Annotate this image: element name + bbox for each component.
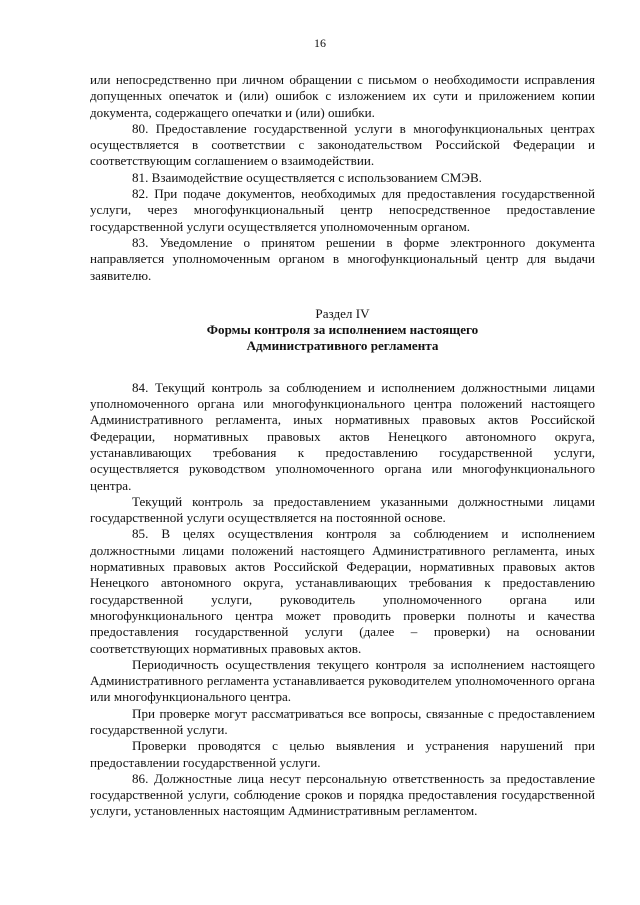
paragraph-85-periodicity: Периодичность осуществления текущего контроля за исполнением настоящего Административного регламента устанавливается руководителем уполномоченного органа или многофункционального центра.	[90, 656, 595, 705]
spacer	[90, 355, 595, 380]
paragraph-continuation: или непосредственно при личном обращении с письмом о необходимости исправления допущенных опечаток и (или) ошибок с изложением их сути и приложением копии документа, содержащего опечатки и (или) ошибки.	[90, 72, 595, 120]
page-number: 16	[314, 36, 326, 50]
section-title-line-1: Формы контроля за исполнением настоящего	[206, 322, 479, 338]
paragraph-85: 85. В целях осуществления контроля за соблюдением и исполнением должностными лицами положений настоящего Административного регламента, иных нормативных правовых актов Российской Федерации, нормативных правовых актов Ненецкого автономного округа, устанавливающих требования к предоставлению государственной услуги, руководитель уполномоченного органа или многофункционального центра может проводить проверки полноты и качества предоставления государственной услуги (далее – проверки) на основании соответствующих нормативных правовых актов.	[90, 526, 595, 656]
paragraph-84: 84. Текущий контроль за соблюдением и исполнением должностными лицами уполномоченного органа или многофункционального центра положений настоящего Административного регламента, иных нормативных правовых актов Российской Федерации, нормативных правовых актов Ненецкого автономного округа, устанавливающих требования к предоставлению государственной услуги, осуществляется руководством уполномоченного органа или многофункционального центра.	[90, 379, 595, 493]
paragraph-82: 82. При подаче документов, необходимых для предоставления государственной услуги, через многофункциональный центр непосредственное предоставление государственной услуги осуществляется уполномоченным органом.	[90, 186, 595, 234]
paragraph-85-purpose: Проверки проводятся с целью выявления и устранения нарушений при предоставлении государственной услуги.	[90, 738, 595, 770]
spacer	[90, 284, 595, 306]
section-title-line-2: Административного регламента	[246, 338, 439, 354]
paragraph-83: 83. Уведомление о принятом решении в форме электронного документа направляется уполномоченным органом в многофункциональный центр для выдачи заявителю.	[90, 234, 595, 283]
paragraph-84-continued: Текущий контроль за предоставлением указанными должностными лицами государственной услуги осуществляется на постоянной основе.	[90, 493, 595, 526]
paragraph-85-questions: При проверке могут рассматриваться все вопросы, связанные с предоставлением государственной услуги.	[90, 705, 595, 737]
paragraph-86: 86. Должностные лица несут персональную ответственность за предоставление государственной услуги, соблюдение сроков и порядка предоставления государственной услуги, установленных настоящим Административным регламентом.	[90, 770, 595, 819]
paragraph-80: 80. Предоставление государственной услуги в многофункциональных центрах осуществляется в соответствии с законодательством Российской Федерации и соответствующим соглашением о взаимодействии.	[90, 120, 595, 169]
section-label: Раздел IV	[315, 305, 370, 321]
document-body	[90, 72, 595, 820]
paragraph-81: 81. Взаимодействие осуществляется с использованием СМЭВ.	[132, 169, 482, 185]
section-heading	[90, 306, 595, 355]
